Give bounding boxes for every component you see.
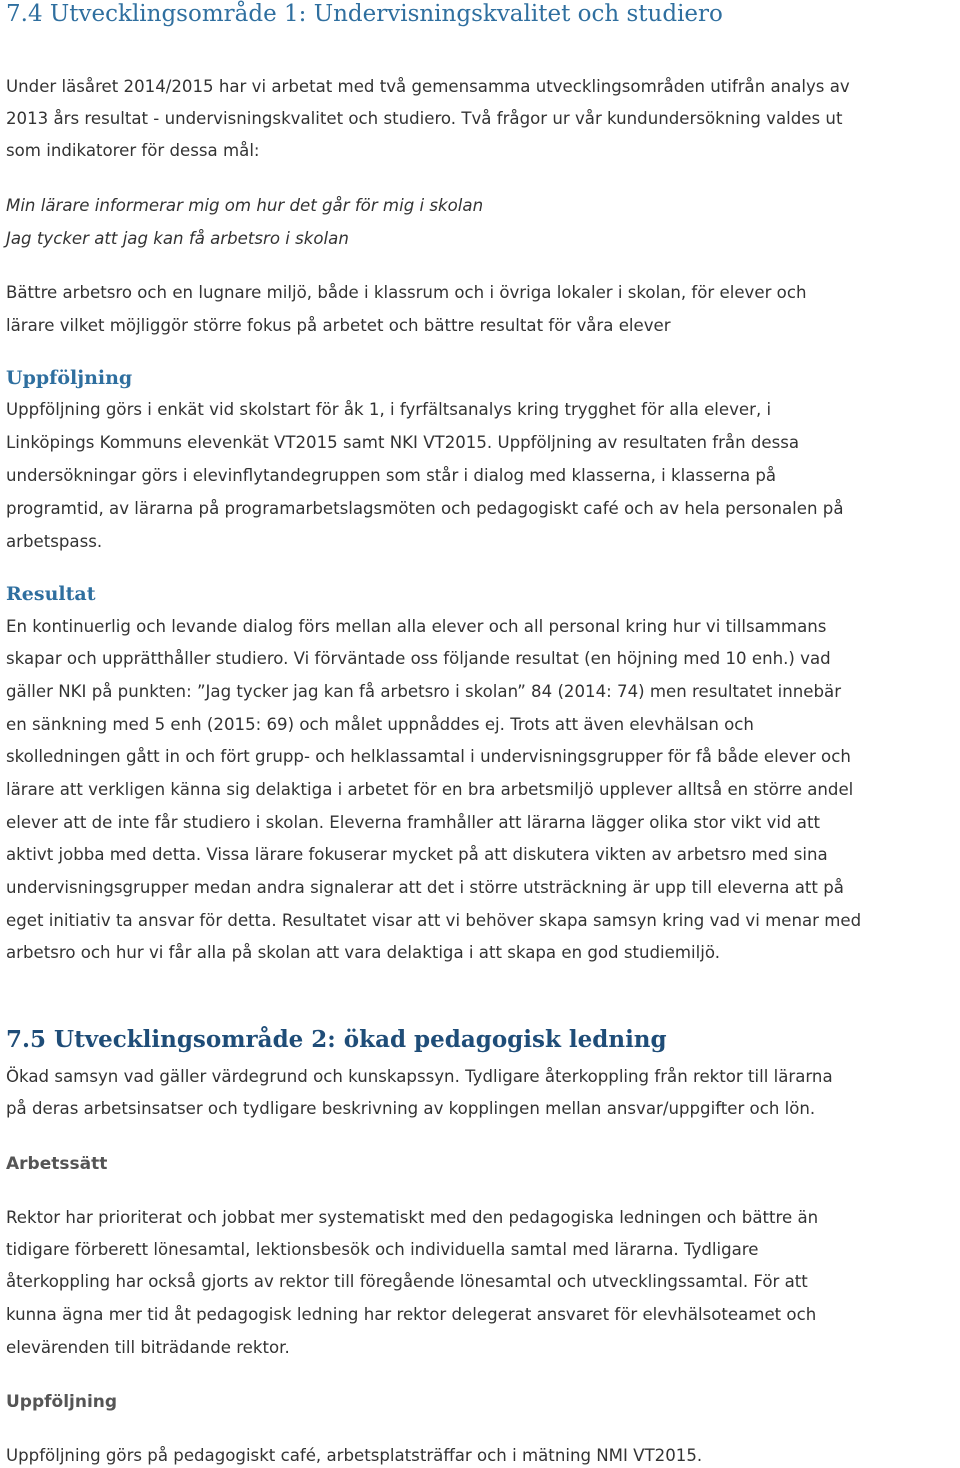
section-2-followup-line: Uppföljning görs på pedagogiskt café, arbetsplatsträffar och i mätning NMI VT2015.	[6, 1446, 703, 1465]
section-1-result-line: eget initiativ ta ansvar för detta. Resultatet visar att vi behöver skapa samsyn kring vad vi menar med	[6, 911, 862, 930]
section-2-method-line: tidigare förberett lönesamtal, lektionsbesök och individuella samtal med lärarna. Tydligare	[6, 1240, 759, 1259]
section-1-followup-line: Linköpings Kommuns elevenkät VT2015 samt NKI VT2015. Uppföljning av resultaten från dessa	[6, 433, 800, 452]
indicator-question: Jag tycker att jag kan få arbetsro i skolan	[6, 229, 349, 248]
section-2-intro-line: Ökad samsyn vad gäller värdegrund och kunskapssyn. Tydligare återkoppling från rektor till lärarna	[6, 1067, 833, 1086]
section-1-heading: 7.4 Utvecklingsområde 1: Undervisningskvalitet och studiero	[6, 1, 723, 27]
section-1-result-line: undervisningsgrupper medan andra signalerar att det i större utsträckning är upp till eleverna att på	[6, 878, 844, 897]
section-2-method-line: Rektor har prioriterat och jobbat mer systematiskt med den pedagogiska ledningen och bättre än	[6, 1208, 819, 1227]
section-1-intro-line: som indikatorer för dessa mål:	[6, 141, 260, 160]
section-1-result-line: skolledningen gått in och fört grupp- och helklassamtal i undervisningsgrupper för få både elever och	[6, 747, 851, 766]
section-1-result-heading: Resultat	[6, 583, 96, 605]
section-1-result-line: lärare att verkligen känna sig delaktiga i arbetet för en bra arbetsmiljö upplever alltså en större andel	[6, 780, 854, 799]
section-1-goal-line: lärare vilket möjliggör större fokus på arbetet och bättre resultat för våra elever	[6, 316, 671, 335]
section-1-followup-line: Uppföljning görs i enkät vid skolstart för åk 1, i fyrfältsanalys kring trygghet för alla elever, i	[6, 400, 772, 419]
section-1-result-line: elever att de inte får studiero i skolan. Eleverna framhåller att lärarna lägger olika stor vikt vid att	[6, 813, 820, 832]
section-2-method-line: kunna ägna mer tid åt pedagogisk ledning har rektor delegerat ansvaret för elevhälsoteamet och	[6, 1305, 817, 1324]
section-1-intro-line: Under läsåret 2014/2015 har vi arbetat med två gemensamma utvecklingsområden utifrån analys av	[6, 77, 850, 96]
section-2-method-heading: Arbetssätt	[6, 1154, 108, 1174]
indicator-question: Min lärare informerar mig om hur det går för mig i skolan	[6, 196, 484, 215]
section-2-method-line: elevärenden till biträdande rektor.	[6, 1338, 290, 1357]
section-1-result-line: gäller NKI på punkten: ”Jag tycker jag kan få arbetsro i skolan” 84 (2014: 74) men resultatet innebär	[6, 682, 842, 701]
section-1-result-line: en sänkning med 5 enh (2015: 69) och målet uppnåddes ej. Trots att även elevhälsan och	[6, 715, 754, 734]
section-2-method-line: återkoppling har också gjorts av rektor till föregående lönesamtal och utvecklingssamtal. För att	[6, 1272, 808, 1291]
section-1-followup-heading: Uppföljning	[6, 367, 133, 389]
section-1-followup-line: programtid, av lärarna på programarbetslagsmöten och pedagogiskt café och av hela personalen på	[6, 499, 844, 518]
section-2-heading: 7.5 Utvecklingsområde 2: ökad pedagogisk ledning	[6, 1026, 667, 1053]
section-2-intro-line: på deras arbetsinsatser och tydligare beskrivning av kopplingen mellan ansvar/uppgifter och lön.	[6, 1099, 816, 1118]
section-1-result-line: arbetsro och hur vi får alla på skolan att vara delaktiga i att skapa en god studiemiljö.	[6, 943, 721, 962]
section-1-result-line: skapar och upprätthåller studiero. Vi förväntade oss följande resultat (en höjning med 10 enh.) vad	[6, 649, 831, 668]
section-1-result-line: En kontinuerlig och levande dialog förs mellan alla elever och all personal kring hur vi tillsammans	[6, 617, 827, 636]
section-1-result-line: aktivt jobba med detta. Vissa lärare fokuserar mycket på att diskutera vikten av arbetsro med sina	[6, 845, 828, 864]
section-1-followup-line: undersökningar görs i elevinflytandegruppen som står i dialog med klasserna, i klasserna på	[6, 466, 777, 485]
section-1-intro-line: 2013 års resultat - undervisningskvalitet och studiero. Två frågor ur vår kundundersökning valdes ut	[6, 109, 843, 128]
section-2-followup-heading: Uppföljning	[6, 1392, 118, 1412]
section-1-followup-line: arbetspass.	[6, 532, 103, 551]
section-1-goal-line: Bättre arbetsro och en lugnare miljö, både i klassrum och i övriga lokaler i skolan, för elever och	[6, 283, 807, 302]
